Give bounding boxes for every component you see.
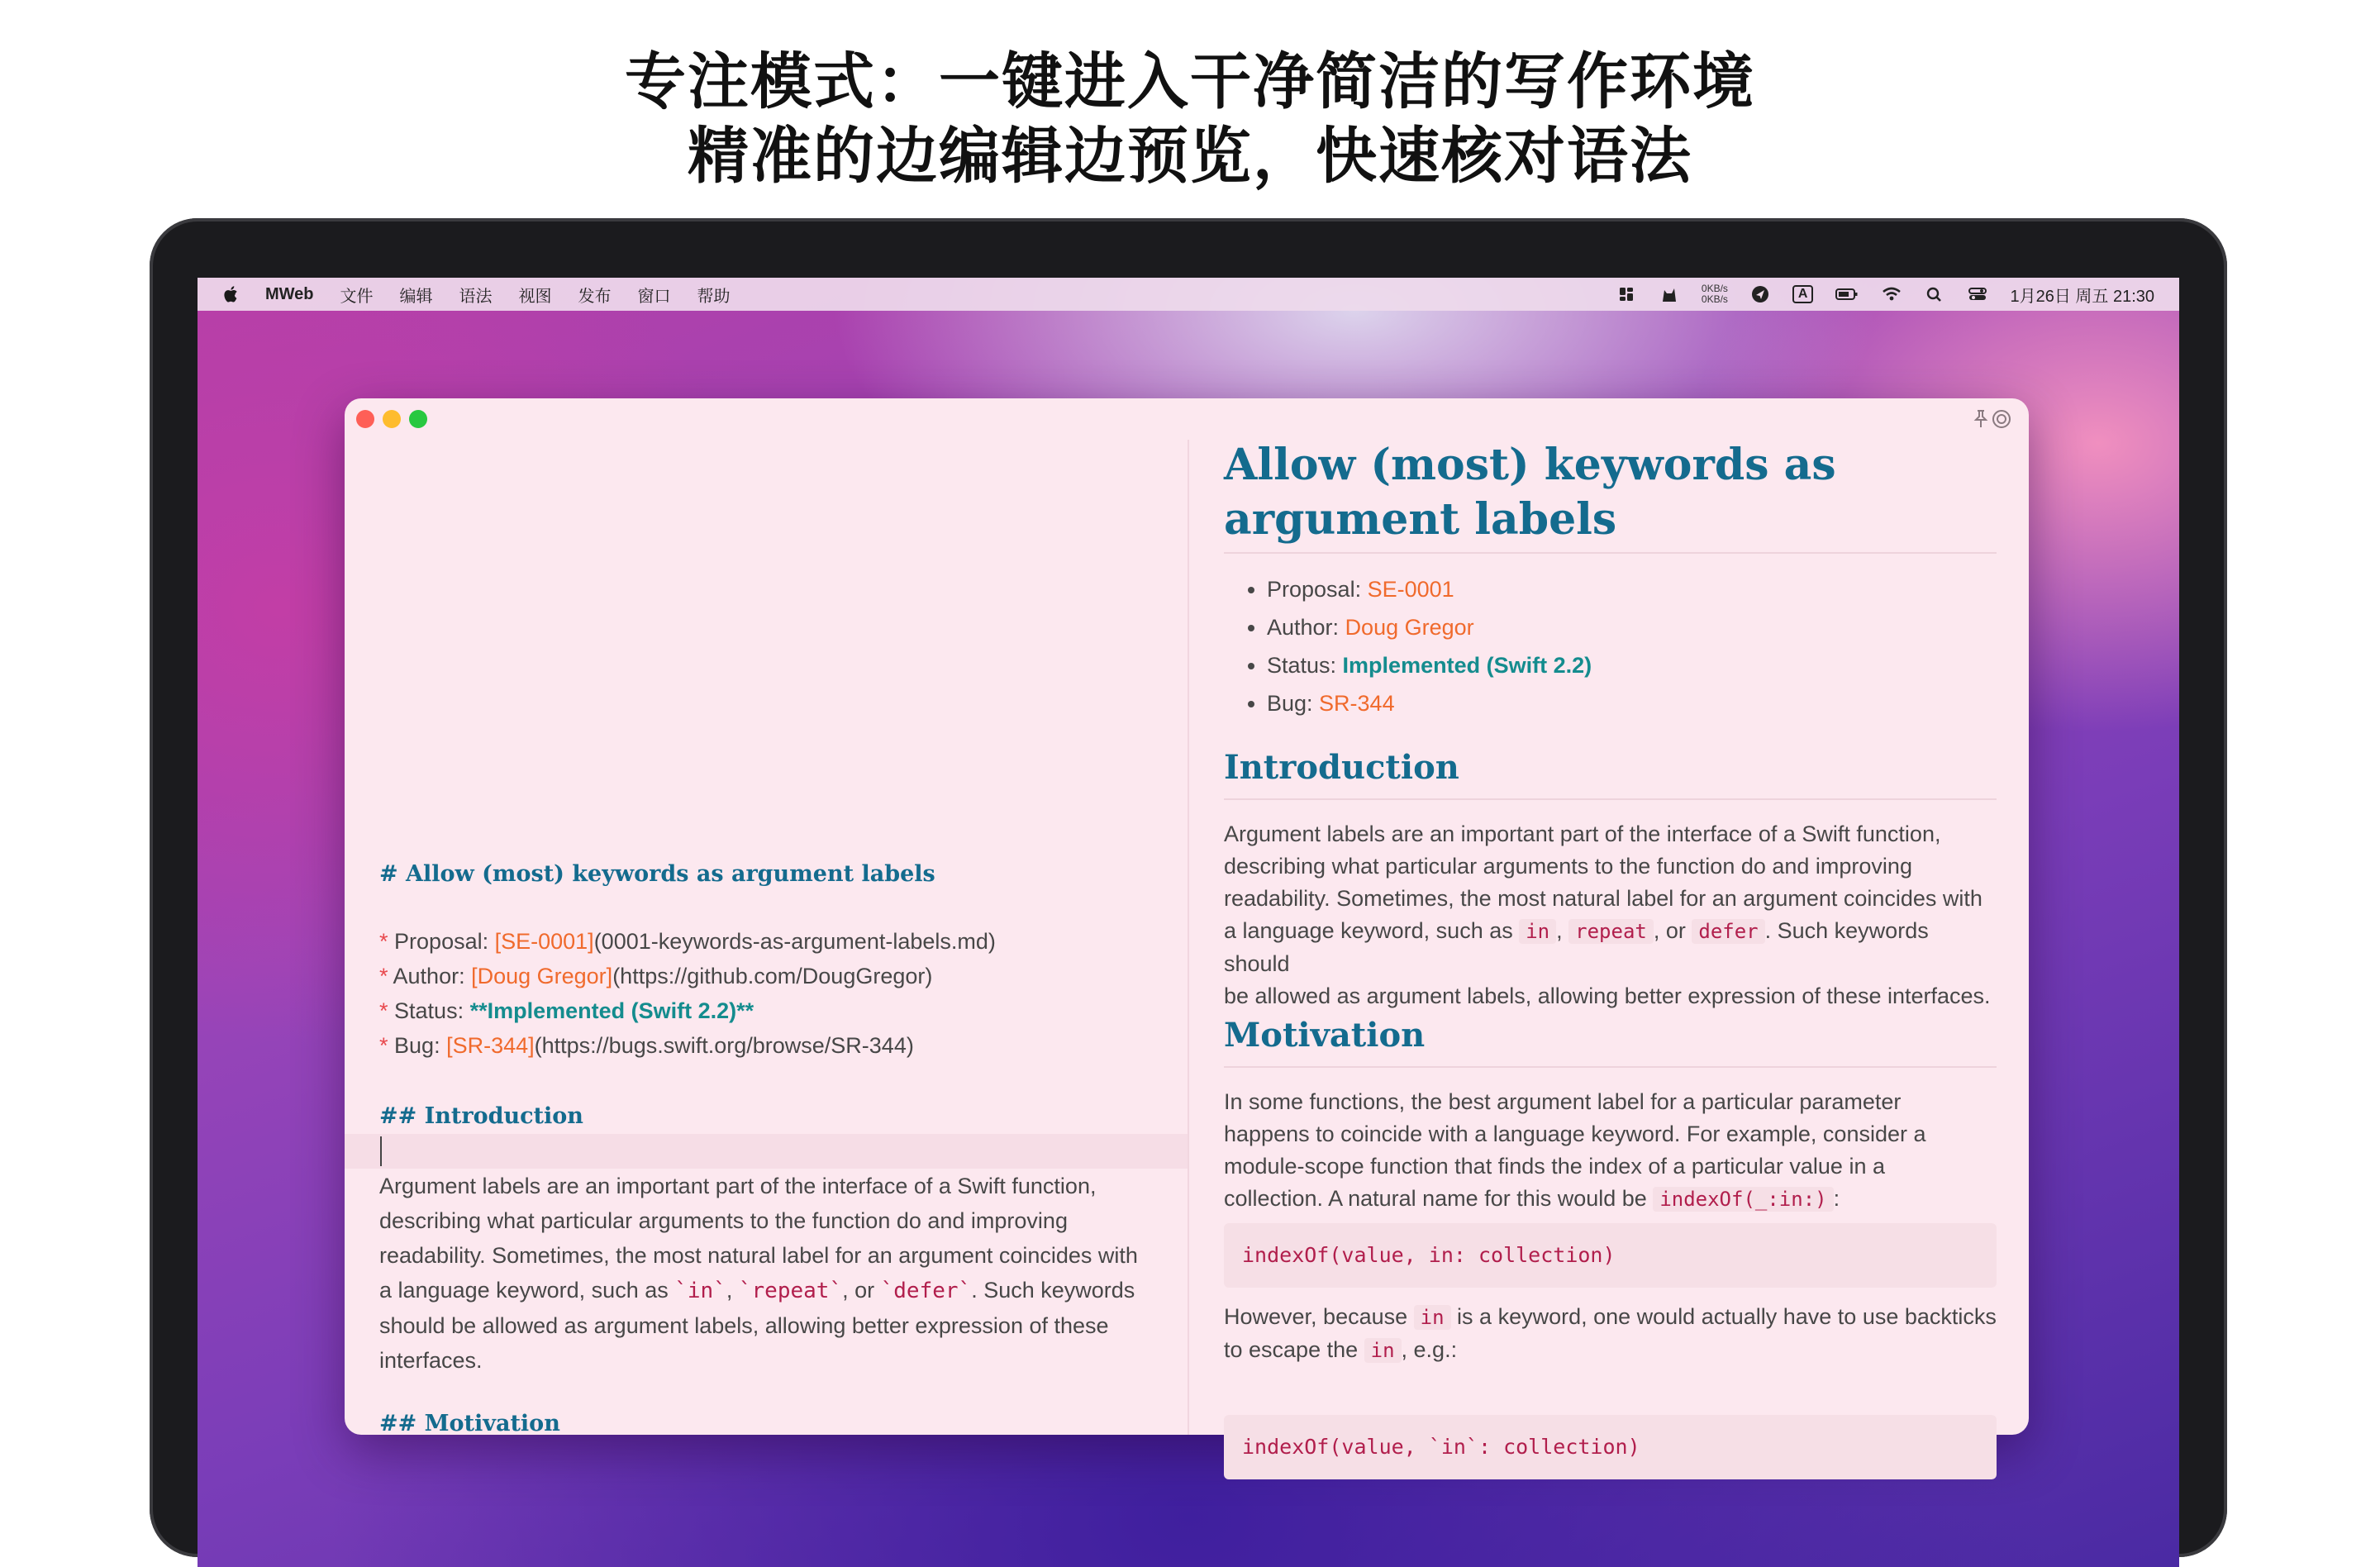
preview-link-author[interactable]: Doug Gregor (1345, 615, 1474, 640)
apple-icon[interactable] (222, 284, 240, 304)
menu-edit[interactable]: 编辑 (399, 287, 433, 306)
preview-h2-motivation-rule (1224, 1066, 1997, 1068)
net-up-value: 0KB/s (1701, 283, 1728, 294)
menu-publish[interactable]: 发布 (578, 287, 612, 306)
laptop-frame (150, 218, 2227, 1557)
preview-link-bug[interactable]: SR-344 (1319, 691, 1395, 716)
menu-window[interactable]: 窗口 (637, 287, 671, 306)
status-area (1594, 278, 2154, 311)
preview-meta-proposal: • Proposal: SE-0001 (1267, 570, 2040, 608)
send-icon[interactable] (1749, 285, 1771, 303)
preview-intro-paragraph: Argument labels are an important part of the interface of a Swift function, describing what particular arguments to the function do and improving readability. Sometimes, the most natural label for an argument coincides with a language keyword, such as in , repeat , or defer . Such keywords should be allowed as argument labels, allowing better expression of these interfaces. (1224, 822, 1991, 1008)
preview-code-block: indexOf(value, in: collection) (1224, 1223, 1997, 1288)
preview-motivation-paragraph: In some functions, the best argument label for a particular parameter happens to coincide with a language keyword. For example, consider a module-scope function that finds the index of a particular value in a collection. A natural name for this would be indexOf(_:in:) : (1224, 1089, 1926, 1211)
wifi-icon[interactable] (1881, 285, 1902, 303)
markdown-editor[interactable] (345, 398, 1188, 1435)
search-icon[interactable] (1924, 285, 1945, 303)
headline-line-2: 精准的边编辑边预览，快速核对语法 (688, 121, 1692, 192)
battery-icon[interactable] (1835, 285, 1859, 303)
editor-h1: # Allow (most) keywords as argument labels (379, 861, 935, 887)
editor-intro-paragraph: Argument labels are an important part of the interface of a Swift function, describing what particular arguments to the function do and improving readability. Sometimes, the most natural label for an argument coincides with a language keyword, such as `in`, `repeat`, or `defer`. Such keywords should be allowed as argument labels, allowing better expression of these interfaces. (379, 1174, 1138, 1373)
preview-link-se0001[interactable]: SE-0001 (1367, 577, 1454, 602)
editor-meta-bug: * Bug: [SR-344](https://bugs.swift.org/browse/SR-344) (379, 1033, 914, 1058)
headline-line-1: 专注模式：一键进入干净简洁的写作环境 (625, 46, 1755, 117)
editor-link-author[interactable]: [Doug Gregor] (471, 964, 613, 988)
preview-h2-motivation: Motivation (1224, 1016, 1426, 1055)
editor-meta-author: * Author: [Doug Gregor](https://github.com/DougGregor) (379, 964, 933, 988)
grid-icon[interactable] (1616, 285, 1637, 303)
preview-code-block-2: indexOf(value, `in`: collection) (1224, 1415, 1997, 1479)
preview-meta-bug: • Bug: SR-344 (1267, 684, 2040, 722)
preview-however-paragraph: However, because in is a keyword, one would actually have to use backticks to escape the in , e.g.: (1224, 1304, 1997, 1362)
preview-h2-intro-rule (1224, 798, 1997, 800)
menu-help[interactable]: 帮助 (697, 287, 731, 306)
text-cursor (380, 1136, 382, 1166)
editor-meta-proposal: * Proposal: [SE-0001](0001-keywords-as-argument-labels.md) (379, 929, 996, 954)
desktop-screen (198, 278, 2179, 1567)
preview-meta-status: • Status: Implemented (Swift 2.2) (1267, 646, 2040, 684)
preview-meta-author: • Author: Doug Gregor (1267, 608, 2040, 646)
preview-meta-list (1224, 570, 2040, 722)
editor-h2-intro: ## Introduction (379, 1103, 583, 1129)
current-line-highlight (345, 1134, 1188, 1169)
input-icon[interactable]: A (1792, 285, 1814, 303)
preview-h2-intro: Introduction (1224, 748, 1459, 787)
control-center-icon[interactable] (1967, 285, 1988, 303)
editor-link-bug[interactable]: [SR-344] (446, 1033, 535, 1058)
preview-h1: Allow (most) keywords as argument labels (1224, 440, 1836, 545)
net-down-value: 0KB/s (1701, 293, 1728, 305)
editor-meta-status: * Status: **Implemented (Swift 2.2)** (379, 998, 754, 1023)
preview-h1-rule (1224, 552, 1997, 554)
cat-icon[interactable] (1659, 285, 1680, 303)
menu-view[interactable]: 视图 (518, 287, 552, 306)
clock[interactable]: 1月26日 周五 21:30 (2010, 287, 2154, 306)
network-speed[interactable] (1702, 283, 1728, 305)
editor-link-se0001[interactable]: [SE-0001] (494, 929, 594, 954)
menu-bar (198, 278, 2179, 311)
menu-syntax[interactable]: 语法 (459, 287, 493, 306)
menu-app-name[interactable]: MWeb (265, 284, 314, 303)
mweb-window (345, 398, 2029, 1459)
editor-h2-motivation: ## Motivation (379, 1411, 560, 1436)
menu-file[interactable]: 文件 (340, 287, 374, 306)
preview-pane (1189, 398, 2029, 1459)
